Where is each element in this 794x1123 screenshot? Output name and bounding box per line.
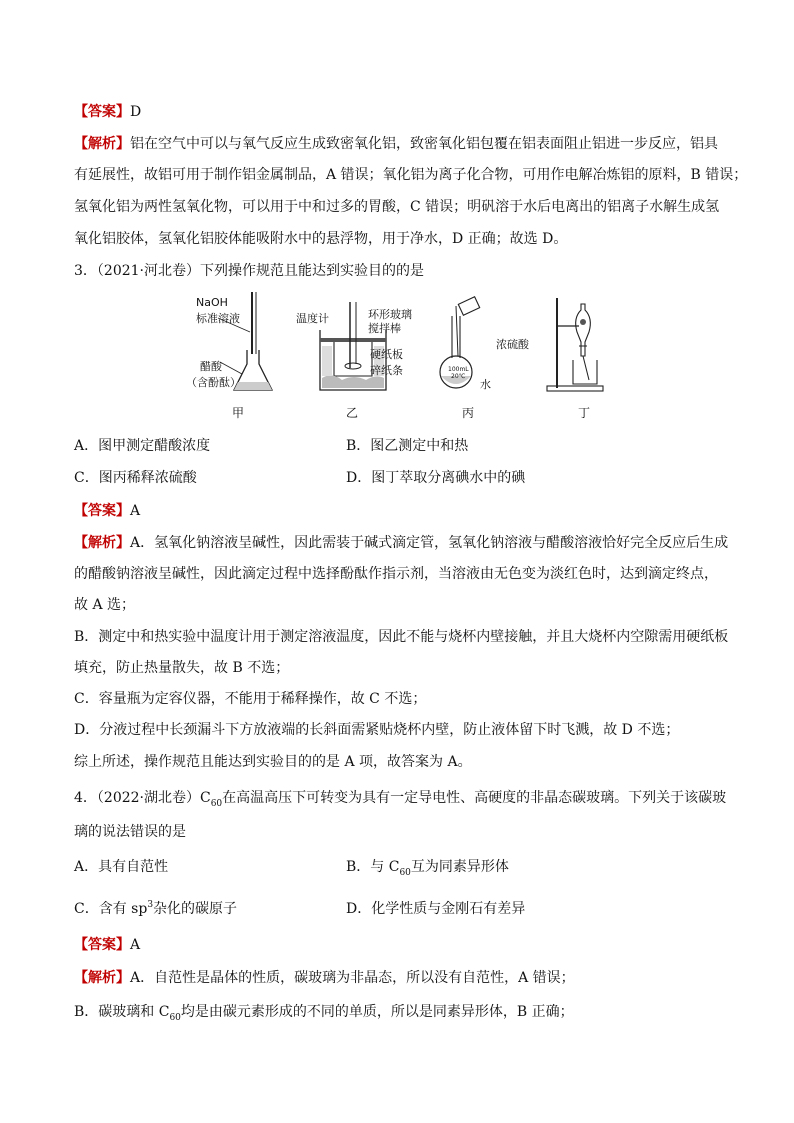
q3-analysis-line-6: C．容量瓶为定容仪器，不能用于稀释操作，故 C 不选；	[74, 691, 427, 707]
answer-tag: 【答案】	[74, 937, 130, 953]
cardboard-label: 硬纸板	[370, 348, 403, 361]
option-b-text: 互为同素异形体	[410, 859, 509, 875]
q4-answer-line	[74, 935, 140, 955]
q3-analysis-line-4: B．测定中和热实验中温度计用于测定溶液温度，因此不能与烧杯内壁接触，并且大烧杯内空隙需用硬纸板	[74, 629, 729, 645]
q2-analysis-line-2: 有延展性，故铝可用于制作铝金属制品，A 错误；氧化铝为离子化合物，可用作电解冶炼铝的原料，B 错误；	[74, 167, 748, 183]
answer-value: A	[130, 503, 141, 519]
answer-value: A	[130, 937, 141, 953]
q4-stem-text: 在高温高压下可转变为具有一定导电性、高硬度的非晶态碳玻璃。下列关于该碳玻	[222, 790, 727, 806]
thermometer-label: 温度计	[296, 312, 329, 325]
q3-analysis-line-2: 的醋酸钠溶液呈碱性，因此滴定过程中选择酚酞作指示剂，当溶液由无色变为淡红色时，达到滴定终点，	[74, 566, 718, 582]
conc-sulfuric-acid-label: 浓硫酸	[496, 338, 529, 351]
analysis-text: A．自范性是晶体的性质，碳玻璃为非晶态，所以没有自范性，A 错误；	[130, 970, 575, 986]
q3-option-c: C．图丙稀释浓硫酸	[74, 470, 197, 486]
figure-caption-jia: 甲	[232, 406, 245, 420]
q2-analysis-line-3: 氢氧化铝为两性氢氧化物，可以用于中和过多的胃酸，C 错误；明矾溶于水后电离出的铝离子水解生成氢	[74, 199, 720, 215]
answer-value: D	[130, 104, 142, 120]
q4-option-b	[346, 857, 509, 879]
q2-answer-line	[74, 102, 141, 122]
q3-analysis-line-1	[74, 533, 728, 553]
analysis-tag: 【解析】	[74, 970, 130, 986]
volumetric-flask-figure	[432, 296, 502, 396]
standard-solution-label: 标准溶液	[196, 312, 240, 325]
q2-analysis-line-1	[74, 134, 718, 154]
analysis-b-text: 均是由碳元素形成的不同的单质，所以是同素异形体，B 正确；	[180, 1004, 574, 1020]
q3-answer-line	[74, 501, 140, 521]
figure-caption-bing: 丙	[462, 406, 475, 420]
analysis-tag: 【解析】	[74, 535, 130, 551]
acetic-acid-label: 醋酸	[200, 360, 222, 373]
figure-caption-yi: 乙	[346, 406, 359, 420]
q3-analysis-line-8: 综上所述，操作规范且能达到实验目的的是 A 项，故答案为 A。	[74, 754, 472, 770]
naoh-label: NaOH	[196, 296, 228, 309]
analysis-text: 铝在空气中可以与氧气反应生成致密氧化铝，致密氧化铝包覆在铝表面阻止铝进一步反应，铝具	[130, 136, 718, 152]
analysis-tag: 【解析】	[74, 136, 130, 152]
q3-stem: 3．（2021·河北卷）下列操作规范且能达到实验目的的是	[74, 263, 424, 279]
phenolphthalein-label: （含酚酞）	[186, 376, 241, 389]
q3-analysis-line-5: 填充，防止热量散失，故 B 不选；	[74, 660, 290, 676]
q3-analysis-line-3: 故 A 选；	[74, 597, 136, 613]
analysis-b-prefix: B．碳玻璃和 C	[74, 1004, 170, 1020]
q4-stem-line-1	[74, 788, 726, 810]
flask-temp-mark: 20℃	[451, 373, 466, 380]
option-c-prefix: C．含有 sp	[74, 901, 148, 917]
option-c-text: 杂化的碳原子	[153, 901, 238, 917]
q2-analysis-line-4: 氧化铝胶体，氢氧化铝胶体能吸附水中的悬浮物，用于净水，D 正确；故选 D。	[74, 231, 568, 247]
q4-option-c	[74, 899, 237, 921]
answer-tag: 【答案】	[74, 104, 130, 120]
c60-subscript: 60	[210, 799, 223, 809]
analysis-text: A．氢氧化钠溶液呈碱性，因此需装于碱式滴定管，氢氧化钠溶液与醋酸溶液恰好完全反应后生成	[130, 535, 729, 551]
c60-subscript: 60	[169, 1013, 181, 1023]
q4-analysis-line-2	[74, 1002, 574, 1024]
q3-option-a: A．图甲测定醋酸浓度	[74, 438, 211, 454]
sp3-superscript: 3	[147, 900, 154, 910]
ring-stirrer-label-1: 环形玻璃	[368, 308, 412, 321]
water-label: 水	[480, 378, 491, 391]
option-b-prefix: B．与 C	[346, 859, 400, 875]
paper-scraps-label: 碎纸条	[370, 364, 403, 377]
figure-caption-ding: 丁	[578, 406, 591, 420]
q3-option-b: B．图乙测定中和热	[346, 438, 469, 454]
q3-option-d: D．图丁萃取分离碘水中的碘	[346, 470, 526, 486]
q4-option-a: A．具有自范性	[74, 859, 169, 875]
q4-stem-line-2: 璃的说法错误的是	[74, 824, 186, 840]
q4-analysis-line-1	[74, 968, 575, 988]
ring-stirrer-label-2: 搅拌棒	[368, 322, 401, 335]
c60-subscript: 60	[399, 868, 411, 878]
q4-stem-prefix: 4．（2022·湖北卷）C	[74, 790, 211, 806]
flask-volume-mark: 100mL	[448, 366, 469, 373]
q4-option-d: D．化学性质与金刚石有差异	[346, 901, 526, 917]
answer-tag: 【答案】	[74, 503, 130, 519]
q3-analysis-line-7: D．分液过程中长颈漏斗下方放液端的长斜面需紧贴烧杯内壁，防止液体留下时飞溅，故 D 不选；	[74, 722, 680, 738]
separatory-funnel-figure	[545, 296, 615, 396]
